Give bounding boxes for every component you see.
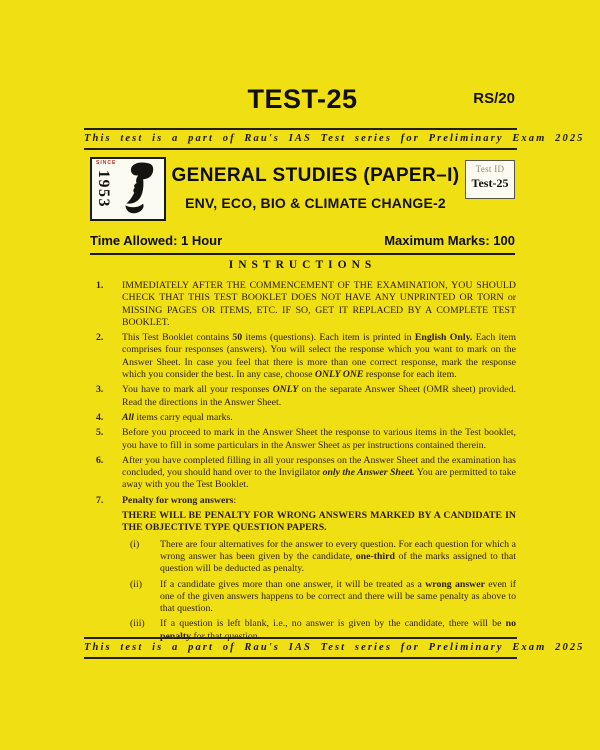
text-segment: ONLY ONE	[314, 369, 364, 381]
text-segment: items carry equal marks.	[133, 411, 233, 423]
text-segment: After you have completed filling in all your responses on the Answer Sheet and the examination has concluded, you should hand over to the Invigilator	[122, 454, 516, 479]
instruction-sub-item	[122, 539, 516, 576]
text-segment: All	[122, 411, 134, 423]
instruction-item	[90, 412, 516, 424]
paper-title: GENERAL STUDIES (PAPER–I)	[171, 165, 460, 186]
text-segment: IMMEDIATELY AFTER THE COMMENCEMENT OF THE EXAMINATION, YOU SHOULD CHECK THAT THIS TEST BOOKLET DOES NOT HAVE ANY UNPRINTED OR TORN or MISSING PAGES OR ITEMS, ETC. IF SO, GET IT REPLACED BY A COMPLETE TEST BOOKLET.	[122, 280, 516, 328]
instruction-text	[122, 332, 516, 381]
text-segment: of the marks assigned to that question will be deducted as penalty.	[160, 550, 516, 575]
time-allowed: Time Allowed: 1 Hour	[90, 233, 223, 248]
text-segment: THERE WILL BE PENALTY FOR WRONG ANSWERS MARKED BY A CANDIDATE IN THE OBJECTIVE TYPE QUESTION PAPERS.	[122, 510, 516, 534]
instruction-number: 2.	[96, 332, 104, 344]
text-segment: You have to mark all your responses	[122, 384, 273, 396]
instruction-sub-number: (i)	[130, 538, 140, 550]
text-segment: no penalty	[160, 618, 516, 642]
instruction-number: 6.	[96, 454, 104, 466]
text-segment: items (questions). Each item is printed in	[242, 332, 415, 344]
instruction-text	[122, 455, 516, 492]
instruction-item	[90, 384, 516, 409]
raus-ias-silhouette-icon	[114, 159, 164, 219]
instruction-item	[90, 280, 516, 329]
top-banner: This test is a part of Rau's IAS Test series for Preliminary Exam 2025	[84, 128, 517, 150]
text-segment: You are permitted to take away with you the Test Booklet.	[122, 467, 516, 491]
text-segment: on the separate Answer Sheet (OMR sheet) provided. Read the directions in the Answer Sheet.	[122, 384, 516, 408]
maximum-marks: Maximum Marks: 100	[384, 233, 515, 248]
text-segment: English Only.	[414, 332, 473, 344]
instruction-item	[90, 332, 516, 381]
instruction-text	[122, 280, 516, 329]
instructions-heading: INSTRUCTIONS	[228, 259, 377, 271]
bottom-banner: This test is a part of Rau's IAS Test series for Preliminary Exam 2025	[84, 637, 517, 659]
paper-subtitle: ENV, ECO, BIO & CLIMATE CHANGE-2	[185, 195, 446, 211]
instruction-sub-number: (ii)	[130, 578, 142, 590]
text-segment: wrong answer	[425, 578, 485, 590]
logo-year-1953: 1953	[95, 170, 112, 208]
instruction-text	[122, 384, 516, 409]
instruction-number: 1.	[96, 280, 104, 291]
penalty-paragraph	[122, 510, 516, 535]
instruction-item	[90, 495, 516, 507]
instruction-number: 4.	[96, 411, 104, 423]
text-segment: ONLY	[272, 384, 299, 396]
instruction-text	[122, 412, 516, 424]
text-segment: response for each item.	[363, 369, 457, 381]
logo-since-label: SINCE	[96, 160, 117, 166]
text-segment: Penalty for wrong answers	[122, 494, 234, 506]
instruction-number: 3.	[96, 384, 104, 396]
series-code: RS/20	[473, 90, 515, 107]
instructions-list	[90, 280, 516, 646]
test-id-label: Test ID	[475, 164, 505, 174]
text-segment: Before you proceed to mark in the Answer Sheet the response to various items in the Test booklet, you have to fill in some particulars in the Answer Sheet as per instructions contained therein.	[122, 427, 516, 451]
instruction-sub-text	[160, 579, 516, 616]
text-segment: for that question.	[191, 630, 261, 642]
text-segment: even if one of the given answers happens to be correct and there will be same penalty as above to that question.	[160, 578, 516, 615]
logo-year-strip	[92, 159, 117, 219]
test-code-heading: TEST-25	[247, 84, 358, 114]
instruction-sub-text	[160, 539, 516, 576]
text-segment: 50	[232, 332, 243, 344]
instruction-text	[122, 495, 516, 507]
test-id-value: Test-25	[471, 176, 509, 190]
time-marks-row	[90, 233, 515, 255]
text-segment: If a candidate gives more than one answer, it will be treated as a	[160, 578, 426, 590]
title-block	[166, 157, 465, 211]
instruction-number: 7.	[96, 494, 104, 506]
text-segment: one-third	[355, 550, 395, 562]
instruction-number: 5.	[96, 427, 104, 439]
text-segment: There are four alternatives for the answer to every question. For each question for which a wrong answer has been given by the candidate,	[160, 538, 516, 562]
text-segment: If a question is left blank, i.e., no answer is given by the candidate, there will be	[160, 618, 506, 630]
raus-ias-logo	[90, 157, 166, 221]
text-segment: :	[233, 494, 237, 506]
instruction-text	[122, 427, 516, 452]
text-segment: only the Answer Sheet.	[322, 467, 415, 479]
instruction-item	[90, 427, 516, 452]
text-segment: Each item comprises four responses (answers). You will select the response which you want to mark on the Answer Sheet. In case you feel that there is more than one correct response, mark the response which you consider the best. In any case, choose	[122, 332, 517, 381]
text-segment: This Test Booklet contains	[122, 332, 233, 344]
test-id-box	[465, 160, 515, 199]
header-row	[90, 157, 515, 225]
instruction-sub-item	[122, 579, 516, 616]
instruction-item	[90, 455, 516, 492]
instruction-sub-number: (iii)	[130, 618, 145, 630]
